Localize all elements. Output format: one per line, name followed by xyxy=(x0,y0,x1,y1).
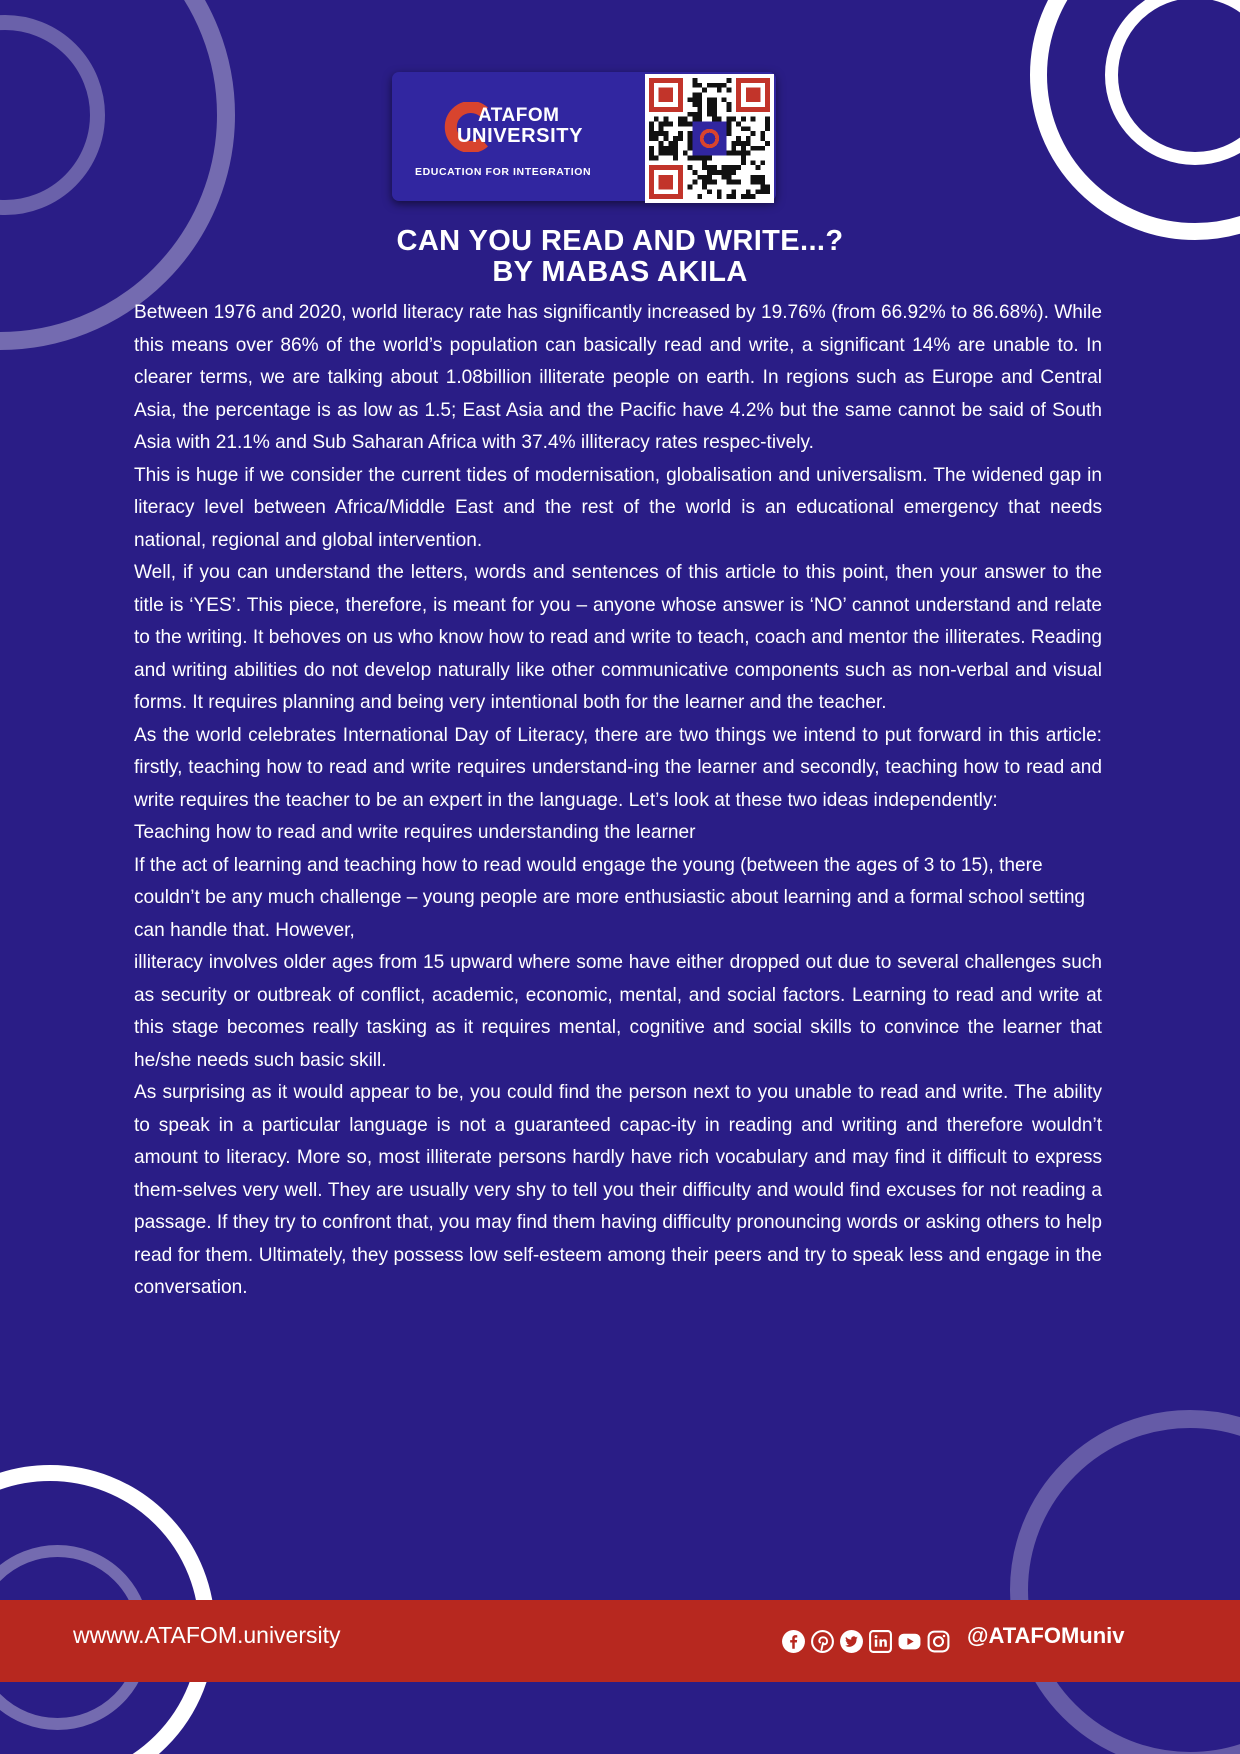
article-subheading: Teaching how to read and write requires understanding the learner xyxy=(134,822,696,843)
decorative-ring xyxy=(1105,0,1240,165)
decorative-ring xyxy=(1010,1410,1240,1754)
article-paragraph: illiteracy involves older ages from 15 upward where some have either dropped out due to several challenges such as security or outbreak of conflict, academic, economic, mental, and social factors. Learning to read and write at this stage becomes really tasking as it requires mental, cognitive and social skills to convince the learner that he/she needs such basic skill. xyxy=(134,952,1102,1071)
decorative-ring xyxy=(1030,0,1240,240)
instagram-icon[interactable] xyxy=(926,1629,951,1654)
twitter-icon[interactable] xyxy=(839,1629,864,1654)
title-line-1: CAN YOU READ AND WRITE...? xyxy=(396,225,844,257)
qr-center-logo xyxy=(693,122,727,156)
social-icons xyxy=(781,1627,955,1655)
article-paragraph: Well, if you can understand the letters, words and sentences of this article to this point, then your answer to the title is ‘YES’. This piece, therefore, is meant for you – anyone whose answer is ‘NO’ cannot understand and relate to the writing. It behoves on us who know how to read and write to teach, coach and mentor the illiterates. Reading and writing abilities do not develop naturally like other communicative components such as non-verbal and visual forms. It requires planning and being very intentional both for the learner and the teacher. xyxy=(134,562,1102,713)
pinterest-icon[interactable] xyxy=(810,1629,835,1654)
article-paragraph: If the act of learning and teaching how to read would engage the young (between the ages of 3 to 15), there couldn’t be any much challenge – young people are more enthusiastic about learning and a formal school setting can handle that. However, xyxy=(134,854,1086,941)
qr-code-graphic xyxy=(649,78,770,199)
website-link[interactable]: wwww.ATAFOM.university xyxy=(73,1622,341,1648)
social-handle[interactable]: @ATAFOMuniv xyxy=(967,1623,1125,1648)
article-title xyxy=(0,226,1240,288)
decorative-ring xyxy=(0,15,105,215)
logo-line-2: UNIVERSITY xyxy=(457,125,584,147)
article-paragraph: As surprising as it would appear to be, you could find the person next to you unable to read and write. The ability to speak in a particular language is not a guaranteed capac-ity in reading and writing and therefore wouldn’t amount to literacy. More so, most illiterate persons hardly have rich vocabulary and may find it difficult to express them-selves very well. They are usually very shy to tell you their difficulty and would find excuses for not reading a passage. If they try to confront that, you may find them having difficulty pronouncing words or asking others to help read for them. Ultimately, they possess low self-esteem among their peers and try to speak less and engage in the conversation. xyxy=(134,1082,1102,1298)
article-body xyxy=(134,297,1102,1305)
facebook-icon[interactable] xyxy=(781,1629,806,1654)
youtube-icon[interactable] xyxy=(897,1629,922,1654)
article-paragraph: Between 1976 and 2020, world literacy rate has significantly increased by 19.76% (from 66.92% to 86.68%). While this means over 86% of the world’s population can basically read and write, a significant 14% are unable to. In clearer terms, we are talking about 1.08billion illiterate people on earth. In regions such as Europe and Central Asia, the percentage is as low as 1.5; East Asia and the Pacific have 4.2% but the same cannot be said of South Asia with 21.1% and Sub Saharan Africa with 37.4% illiteracy rates respec-tively. xyxy=(134,302,1102,453)
logo-line-1: ATAFOM xyxy=(478,105,560,126)
title-line-2: BY MABAS AKILA xyxy=(492,256,748,288)
qr-code-icon[interactable] xyxy=(645,74,774,203)
footer-bar xyxy=(0,1600,1240,1682)
tagline: EDUCATION FOR INTEGRATION xyxy=(415,166,592,178)
university-logo xyxy=(444,90,614,160)
article-paragraph: This is huge if we consider the current tides of modernisation, globalisation and universalism. The widened gap in literacy level between Africa/Middle East and the rest of the world is an educational emergency that needs national, regional and global intervention. xyxy=(134,464,1102,551)
linkedin-icon[interactable] xyxy=(868,1629,893,1654)
article-paragraph: As the world celebrates International Day of Literacy, there are two things we intend to put forward in this article: firstly, teaching how to read and write requires understand-ing the learner and secondly, teaching how to read and write requires the teacher to be an expert in the language. Let’s look at these two ideas independently: xyxy=(134,724,1102,811)
